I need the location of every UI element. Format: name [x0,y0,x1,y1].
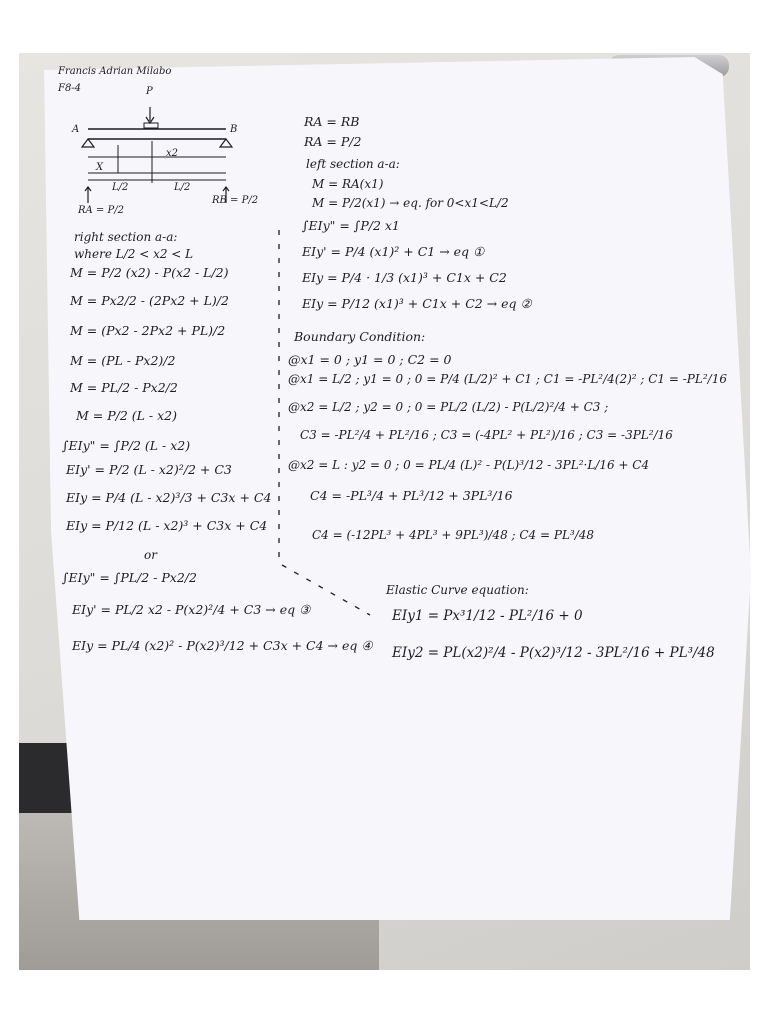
left-line-11: EIy = P/4 (L - x2)³/3 + C3x + C4 [66,490,272,505]
right-line-15: @x2 = L : y2 = 0 ; 0 = PL/4 (L)² - P(L)³/12 - 3PL²·L/16 + C4 [288,458,650,472]
right-line-11: @x1 = 0 ; y1 = 0 ; C2 = 0 [288,352,452,367]
support-a-label: A [72,124,80,135]
half-span-1: L/2 [112,182,129,193]
right-line-2: RA = P/2 [304,134,362,149]
left-line-or: or [144,548,157,562]
right-line-10: Boundary Condition: [294,329,426,344]
right-line-12: @x1 = L/2 ; y1 = 0 ; 0 = P/4 (L/2)² + C1 ; C1 = -PL²/4(2)² ; C1 = -PL²/16 [288,372,727,386]
right-line-8: EIy = P/4 · 1/3 (x1)³ + C1x + C2 [302,270,507,285]
left-line-13: ∫EIy" = ∫PL/2 - Px2/2 [62,570,197,585]
reaction-b: RB = P/2 [212,195,259,206]
problem-number: F8-4 [58,83,82,94]
author-name: Francis Adrian Milabo [58,66,172,77]
left-line-14: EIy' = PL/2 x2 - P(x2)²/4 + C3 → eq ③ [72,602,311,617]
right-line-13: @x2 = L/2 ; y2 = 0 ; 0 = PL/2 (L/2) - P(L/2)²/4 + C3 ; [288,400,609,414]
elastic-title: Elastic Curve equation: [386,583,529,597]
right-line-6: ∫EIy" = ∫P/2 x1 [302,218,400,233]
left-line-9: ∫EIy" = ∫P/2 (L - x2) [62,438,191,453]
right-line-14: C3 = -PL²/4 + PL²/16 ; C3 = (-4PL² + PL²)/16 ; C3 = -3PL²/16 [300,428,673,442]
left-line-7: M = PL/2 - Px2/2 [70,380,178,395]
right-line-16: C4 = -PL³/4 + PL³/12 + 3PL³/16 [310,488,513,503]
left-line-6: M = (PL - Px2)/2 [70,353,176,368]
right-line-4: M = RA(x1) [312,177,384,191]
right-line-3: left section a-a: [306,157,400,171]
left-line-5: M = (Px2 - 2Px2 + PL)/2 [70,323,226,338]
x-label: X [96,162,104,173]
right-line-17: C4 = (-12PL³ + 4PL³ + 9PL³)/48 ; C4 = PL³/48 [312,528,595,542]
half-span-2: L/2 [174,182,191,193]
support-b-label: B [230,124,238,135]
reaction-a: RA = P/2 [78,205,124,216]
load-label: P [146,86,153,97]
x2-label: x2 [166,148,179,159]
right-line-9: EIy = P/12 (x1)³ + C1x + C2 → eq ② [302,296,532,311]
left-line-2: where L/2 < x2 < L [74,247,194,261]
right-line-5: M = P/2(x1) → eq. for 0<x1<L/2 [312,196,509,210]
left-line-10: EIy' = P/2 (L - x2)²/2 + C3 [66,462,232,477]
left-line-15: EIy = PL/4 (x2)² - P(x2)³/12 + C3x + C4 → eq ④ [72,638,373,653]
elastic-eq-2: EIy2 = PL(x2)²/4 - P(x2)³/12 - 3PL²/16 + PL³/48 [392,645,715,661]
elastic-eq-1: EIy1 = Px³1/12 - PL²/16 + 0 [392,608,583,624]
left-line-4: M = Px2/2 - (2Px2 + L)/2 [70,293,229,308]
left-line-3: M = P/2 (x2) - P(x2 - L/2) [70,265,229,280]
right-line-7: EIy' = P/4 (x1)² + C1 → eq ① [302,244,485,259]
right-line-1: RA = RB [304,114,360,129]
left-line-12: EIy = P/12 (L - x2)³ + C3x + C4 [66,518,268,533]
left-line-8: M = P/2 (L - x2) [76,408,177,423]
left-line-1: right section a-a: [74,230,178,244]
